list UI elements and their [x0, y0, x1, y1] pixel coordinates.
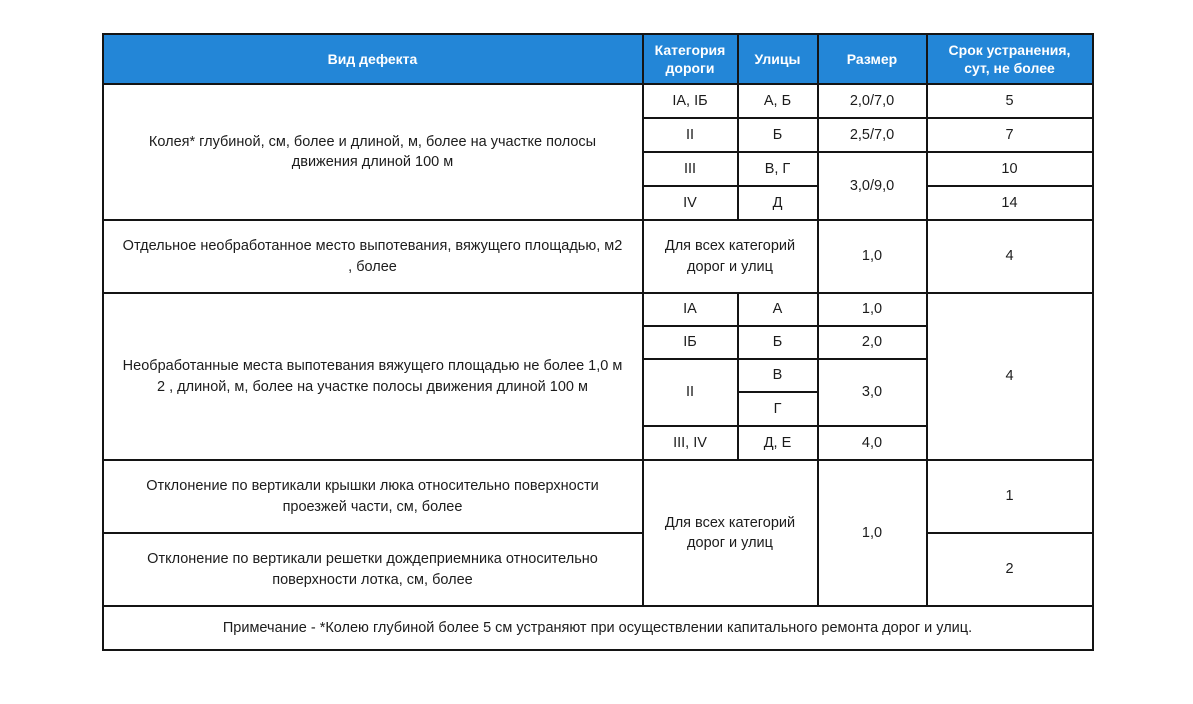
table-cell: 3,0 [818, 359, 927, 426]
table-body [103, 84, 1093, 650]
table-cell: IА [643, 293, 738, 326]
header-streets: Улицы [738, 34, 818, 84]
table-cell: В [738, 359, 818, 392]
table-cell: III [643, 152, 738, 186]
table-row [103, 84, 1093, 118]
table-cell: Для всех категорий дорог и улиц [643, 220, 818, 293]
table-cell: 4 [927, 220, 1093, 293]
table-cell: 1 [927, 460, 1093, 533]
table-cell: II [643, 118, 738, 152]
table-cell: II [643, 359, 738, 426]
table-header [103, 34, 1093, 84]
table-cell: А [738, 293, 818, 326]
table-cell: Необработанные места выпотевания вяжущего площадью не более 1,0 м 2 , длиной, м, более на участке полосы движения длиной 100 м [103, 293, 643, 460]
table-cell: Для всех категорий дорог и улиц [643, 460, 818, 606]
table-cell: IА, IБ [643, 84, 738, 118]
table-cell: 3,0/9,0 [818, 152, 927, 220]
table-cell: 2,0/7,0 [818, 84, 927, 118]
table-cell: 2 [927, 533, 1093, 606]
header-defect-type: Вид дефекта [103, 34, 643, 84]
table-row [103, 220, 1093, 293]
table-cell: IV [643, 186, 738, 220]
table-cell: 4,0 [818, 426, 927, 460]
table-row [103, 460, 1093, 533]
table-cell: 4 [927, 293, 1093, 460]
table-cell: Колея* глубиной, см, более и длиной, м, более на участке полосы движения длиной 100 м [103, 84, 643, 220]
table-cell: Отдельное необработанное место выпотевания, вяжущего площадью, м2 , более [103, 220, 643, 293]
table-cell: Д [738, 186, 818, 220]
table-row [103, 606, 1093, 650]
table-cell: Б [738, 118, 818, 152]
table-cell: Г [738, 392, 818, 426]
header-deadline: Срок устранения, сут, не более [927, 34, 1093, 84]
table-cell: III, IV [643, 426, 738, 460]
header-row [103, 34, 1093, 84]
table-cell: Д, Е [738, 426, 818, 460]
table-cell: IБ [643, 326, 738, 359]
table-cell: 5 [927, 84, 1093, 118]
table-row [103, 533, 1093, 606]
table-cell: 2,5/7,0 [818, 118, 927, 152]
defects-table-container [102, 33, 1092, 651]
table-cell: 14 [927, 186, 1093, 220]
table-cell: Отклонение по вертикали крышки люка относительно поверхности проезжей части, см, более [103, 460, 643, 533]
table-cell: 2,0 [818, 326, 927, 359]
table-cell: Б [738, 326, 818, 359]
header-size: Размер [818, 34, 927, 84]
road-defects-table [102, 33, 1094, 651]
table-cell: 10 [927, 152, 1093, 186]
note-cell: Примечание - *Колею глубиной более 5 см устраняют при осуществлении капитального ремонта дорог и улиц. [103, 606, 1093, 650]
table-cell: 1,0 [818, 460, 927, 606]
table-row [103, 293, 1093, 326]
table-cell: Отклонение по вертикали решетки дождеприемника относительно поверхности лотка, см, более [103, 533, 643, 606]
table-cell: 7 [927, 118, 1093, 152]
table-cell: 1,0 [818, 293, 927, 326]
table-cell: А, Б [738, 84, 818, 118]
header-road-category: Категория дороги [643, 34, 738, 84]
table-cell: 1,0 [818, 220, 927, 293]
table-cell: В, Г [738, 152, 818, 186]
